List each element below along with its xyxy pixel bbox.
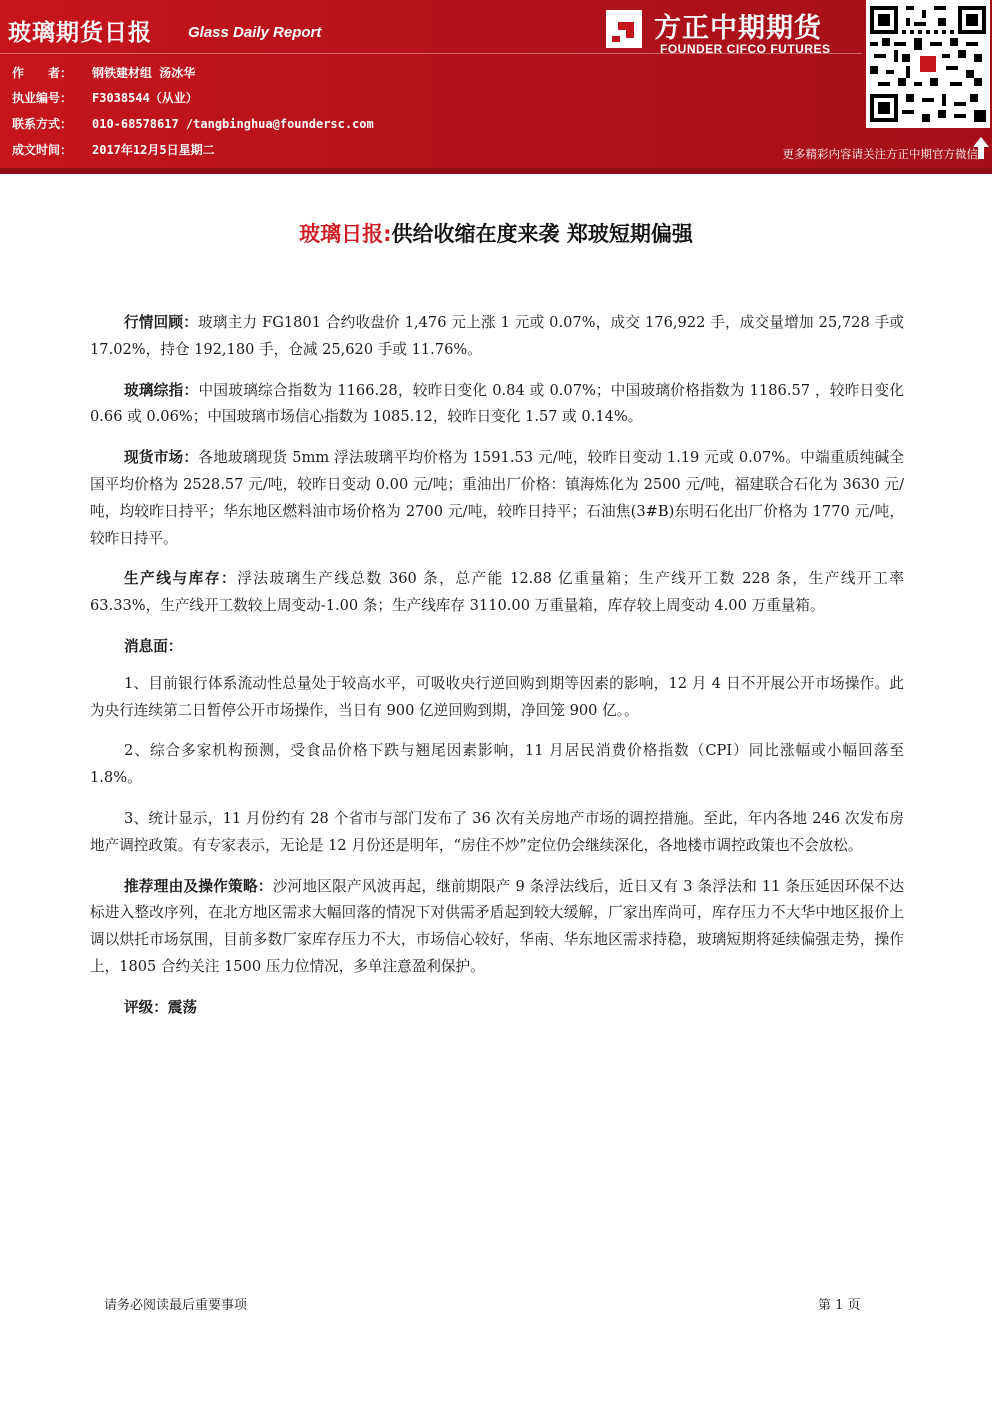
section-label: 生产线与库存： <box>124 570 238 588</box>
section-glass-index <box>90 378 904 432</box>
meta-value: 钢铁建材组 汤冰华 <box>92 66 196 80</box>
meta-license <box>12 89 198 106</box>
page-number: 第 1 页 <box>818 1298 861 1313</box>
meta-value: F3038544（从业） <box>92 91 198 105</box>
section-market-review <box>90 310 904 364</box>
meta-label: 成文时间： <box>12 143 73 157</box>
news-item: 3、统计显示，11 月份约有 28 个省市与部门发布了 36 次有关房地产市场的调控措施。至此，年内各地 246 次发布房地产调控政策。有专家表示，无论是 12 月份还是明年，“房住不炒”定位仍会继续深化，各地楼市调控政策也不会放松。 <box>90 809 904 854</box>
section-text: 浮法玻璃生产线总数 360 条，总产能 12.88 亿重量箱；生产线开工数 228 条，生产线开工率 63.33%，生产线开工数较上周变动-1.00 条；生产线库存 3110.00 万重量箱，库存较上周变动 4.00 万重量箱。 <box>90 570 904 615</box>
meta-date <box>12 141 215 158</box>
section-label: 行情回顾： <box>124 314 199 331</box>
section-text: 各地玻璃现货 5mm 浮法玻璃平均价格为 1591.53 元/吨，较昨日变动 1.19 元或 0.07%。中端重质纯碱全国平均价格为 2528.57 元/吨，较昨日变动 0.00 元/吨；重油出厂价格：镇海炼化为 2500 元/吨，福建联合石化为 3630 元/吨，均较昨日持平；华东地区燃料油市场价格为 2700 元/吨，较昨日持平；石油焦(3#B)东明石化出厂价格为 1770 元/吨，较昨日持平。 <box>90 449 904 547</box>
follow-wechat-text: 更多精彩内容请关注方正中期官方微信 <box>782 147 978 161</box>
scroll-top-arrow-icon[interactable] <box>972 136 990 160</box>
meta-author <box>12 64 195 81</box>
company-logo-icon <box>604 8 644 50</box>
report-title-text: 供给收缩在度来袭 郑玻短期偏强 <box>391 222 693 246</box>
rating-value: 震荡 <box>167 998 197 1016</box>
section-label: 玻璃综指： <box>124 381 199 399</box>
report-title <box>0 218 992 248</box>
section-news-heading: 消息面： <box>124 637 183 655</box>
company-name-en: FOUNDER CIFCO FUTURES <box>660 42 831 56</box>
news-item: 1、目前银行体系流动性总量处于较高水平，可吸收央行逆回购到期等因素的影响，12 月 4 日不开展公开市场操作。此为央行连续第二日暂停公开市场操作，当日有 900 亿逆回购到期，净回笼 900 亿。。 <box>90 674 904 719</box>
section-text: 玻璃主力 FG1801 合约收盘价 1,476 元上涨 1 元或 0.07%，成交 176,922 手，成交量增加 25,728 手或 17.02%，持仓 192,180 手，仓减 25,620 手或 11.76%。 <box>90 314 904 358</box>
footer-disclaimer: 请务必阅读最后重要事项 <box>104 1298 248 1313</box>
meta-value: 2017年12月5日星期二 <box>92 143 215 157</box>
meta-contact <box>12 115 374 132</box>
report-series-title: 玻璃期货日报 <box>8 20 152 46</box>
meta-label: 执业编号： <box>12 91 73 105</box>
report-series-subtitle: Glass Daily Report <box>188 24 322 41</box>
news-item: 2、综合多家机构预测，受食品价格下跌与翘尾因素影响，11 月居民消费价格指数（CPI）同比涨幅或小幅回落至 1.8%。 <box>90 742 904 787</box>
report-body <box>90 310 904 1036</box>
section-production <box>90 566 904 620</box>
section-spot-market <box>90 445 904 552</box>
header-band <box>0 0 992 168</box>
section-text: 中国玻璃综合指数为 1166.28，较昨日变化 0.84 或 0.07%；中国玻璃价格指数为 1186.57 ，较昨日变化 0.66 或 0.06%；中国玻璃市场信心指数为 1085.12，较昨日变化 1.57 或 0.14%。 <box>90 381 904 426</box>
section-label: 评级： <box>124 998 168 1016</box>
section-rating <box>90 995 904 1022</box>
section-text: 沙河地区限产风波再起，继前期限产 9 条浮法线后，近日又有 3 条浮法和 11 条压延因环保不达标进入整改序列，在北方地区需求大幅回落的情况下对供需矛盾起到较大缓解，厂家出库尚可，库存压力不大华中地区报价上调以烘托市场氛围，目前多数厂家库存压力不大，市场信心较好，华南、华东地区需求持稳，玻璃短期将延续偏强走势，操作上，1805 合约关注 1500 压力位情况，多单注意盈利保护。 <box>90 877 904 975</box>
qr-code-icon <box>866 0 990 128</box>
meta-value: 010-68578617 /tangbinghua@foundersc.com <box>92 117 374 131</box>
meta-label: 作 者： <box>12 66 73 80</box>
company-name-cn: 方正中期期货 <box>654 13 822 44</box>
report-title-prefix: 玻璃日报: <box>299 222 392 246</box>
section-label: 现货市场： <box>124 449 199 467</box>
section-strategy <box>90 874 904 981</box>
header-bottom-border <box>0 168 992 174</box>
meta-label: 联系方式： <box>12 117 73 131</box>
section-label: 推荐理由及操作策略： <box>124 877 273 895</box>
